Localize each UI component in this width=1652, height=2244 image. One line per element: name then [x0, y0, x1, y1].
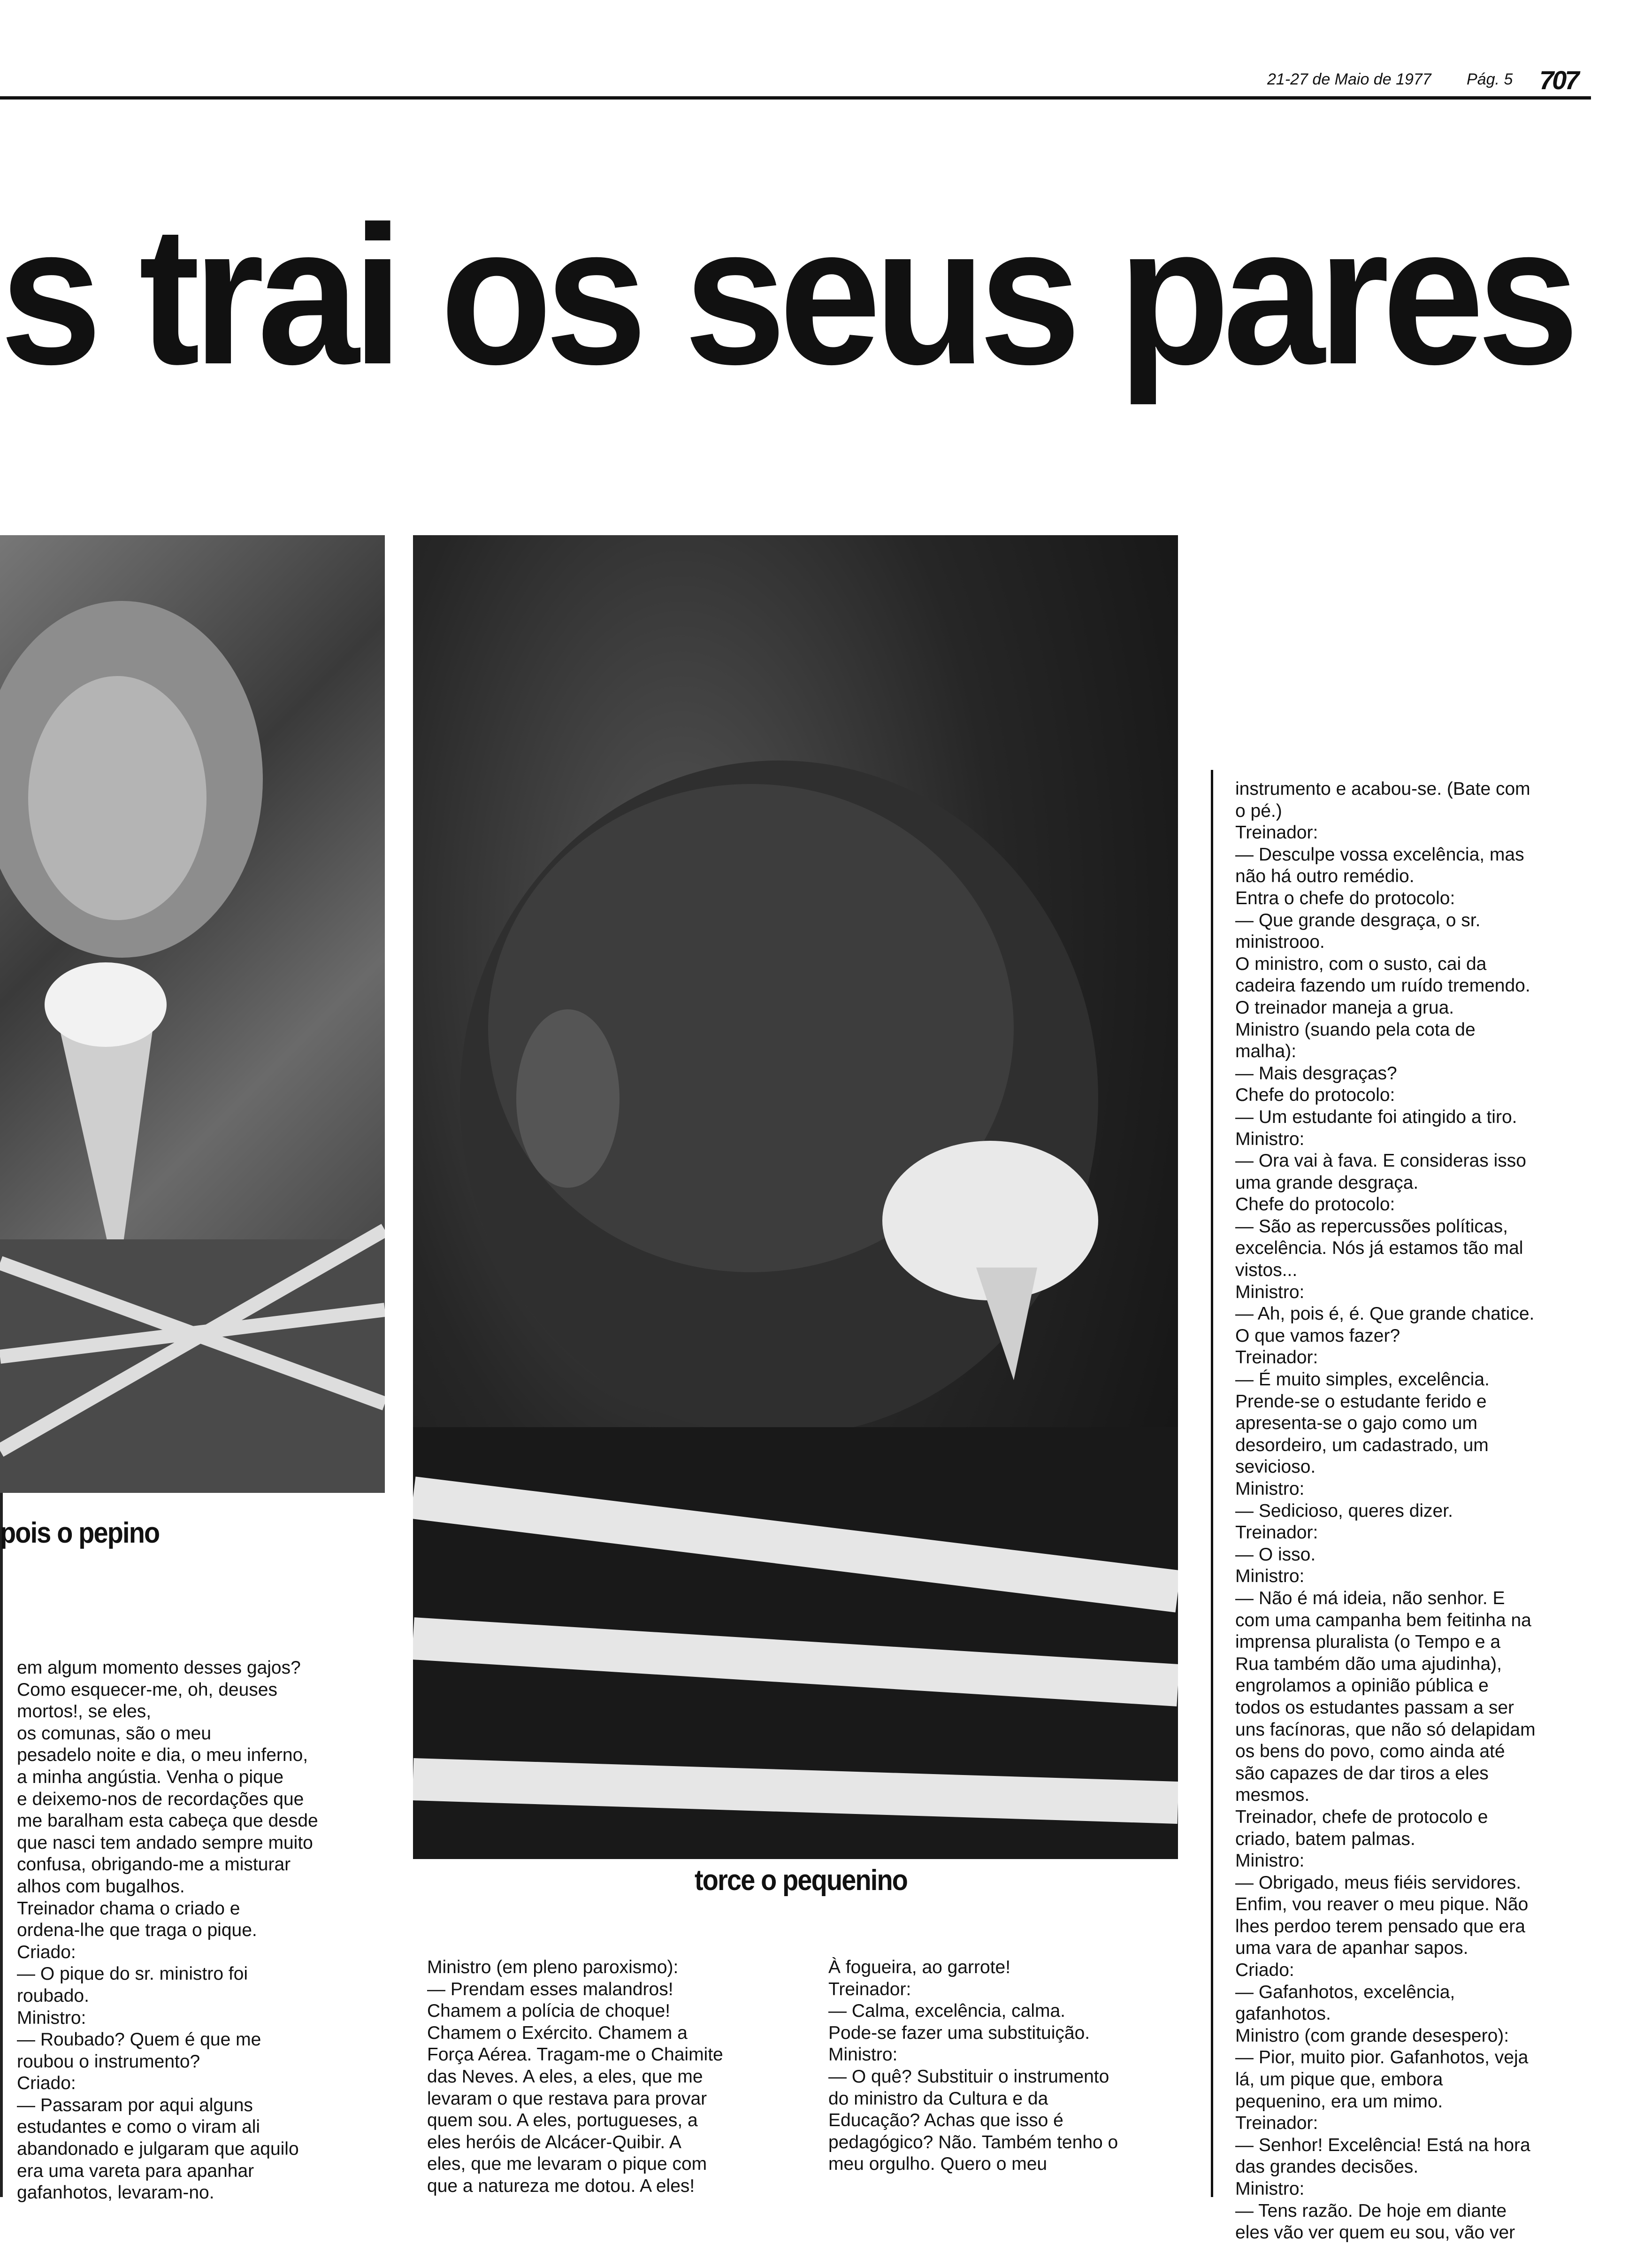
text-line: os bens do povo, como ainda até [1235, 1741, 1505, 1762]
text-line: — Pior, muito pior. Gafanhotos, veja [1235, 2047, 1529, 2068]
text-line: — É muito simples, excelência. [1235, 1369, 1490, 1390]
text-line: Criado: [1235, 1960, 1294, 1981]
text-column-right [1235, 778, 1536, 2244]
photo-girl-ice-cream-icon [0, 535, 385, 1493]
text-line: Ministro: [17, 2007, 86, 2028]
text-line: O que vamos fazer? [1235, 1325, 1400, 1346]
text-line: — Gafanhotos, excelência, [1235, 1982, 1455, 2002]
text-line: uma grande desgraça. [1235, 1172, 1419, 1193]
text-line: — São as repercussões políticas, [1235, 1216, 1508, 1237]
text-line: mesmos. [1235, 1785, 1310, 1806]
text-line: pequenino, era um mimo. [1235, 2091, 1443, 2112]
text-line: — Passaram por aqui alguns [17, 2095, 253, 2115]
text-line: Educação? Achas que isso é [828, 2110, 1063, 2131]
text-line: — O quê? Substituir o instrumento [828, 2066, 1109, 2087]
text-line: gafanhotos, levaram-no. [17, 2183, 214, 2203]
issue-date: 21-27 de Maio de 1977 [1267, 70, 1431, 88]
text-line: Chamem a polícia de choque! [427, 2001, 671, 2021]
text-line: — Senhor! Excelência! Está na hora [1235, 2135, 1530, 2155]
text-line: desordeiro, um cadastrado, um [1235, 1435, 1489, 1455]
text-line: do ministro da Cultura e da [828, 2088, 1048, 2109]
text-line: os comunas, são o meu [17, 1723, 212, 1744]
text-line: em algum momento desses gajos? [17, 1658, 301, 1678]
text-line: Ministro: [1235, 1479, 1305, 1499]
text-line: Treinador: [1235, 2113, 1318, 2134]
text-line: Ministro (em pleno paroxismo): [427, 1957, 679, 1977]
text-line: uma vara de apanhar sapos. [1235, 1938, 1468, 1959]
text-line: quem sou. A eles, portugueses, a [427, 2110, 698, 2131]
photo-caption-right: torce o pequenino [695, 1864, 908, 1897]
header-rule [0, 96, 1591, 100]
page-number: Pág. 5 [1467, 70, 1513, 88]
text-line: a minha angústia. Venha o pique [17, 1767, 284, 1787]
text-line: Treinador: [1235, 822, 1318, 843]
text-line: Ministro (com grande desespero): [1235, 2025, 1509, 2046]
text-line: Ministro (suando pela cota de [1235, 1019, 1476, 1040]
text-line: confusa, obrigando-me a misturar [17, 1854, 291, 1875]
text-line: Pode-se fazer uma substituição. [828, 2022, 1090, 2043]
text-column-middle-1 [427, 1957, 723, 2198]
text-line: Treinador: [1235, 1522, 1318, 1543]
text-line: abandonado e julgaram que aquilo [17, 2139, 299, 2159]
text-line: o pé.) [1235, 800, 1282, 821]
text-line: — Ora vai à fava. E consideras isso [1235, 1151, 1526, 1171]
text-line: pesadelo noite e dia, o meu inferno, [17, 1745, 308, 1766]
photo-right [413, 535, 1178, 1859]
text-line: — Desculpe vossa excelência, mas [1235, 844, 1524, 865]
text-line: Entra o chefe do protocolo: [1235, 888, 1455, 908]
text-line: era uma vareta para apanhar [17, 2160, 254, 2181]
text-line: engrolamos a opinião pública e [1235, 1675, 1489, 1696]
text-line: ministrooo. [1235, 932, 1325, 953]
text-line: eles vão ver quem eu sou, vão ver [1235, 2222, 1515, 2243]
text-line: com uma campanha bem feitinha na [1235, 1610, 1531, 1630]
text-line: Prende-se o estudante ferido e [1235, 1391, 1487, 1412]
text-line: Chefe do protocolo: [1235, 1194, 1395, 1215]
text-line: eles, que me levaram o pique com [427, 2154, 707, 2175]
text-line: apresenta-se o gajo como um [1235, 1413, 1477, 1434]
text-line: cadeira fazendo um ruído tremendo. [1235, 976, 1530, 996]
text-line: Rua também dão uma ajudinha), [1235, 1653, 1502, 1674]
text-line: — O isso. [1235, 1544, 1316, 1565]
text-line: Ministro: [828, 2044, 898, 2065]
text-line: que nasci tem andado sempre muito [17, 1832, 313, 1853]
text-line: — Um estudante foi atingido a tiro. [1235, 1107, 1517, 1127]
text-line: não há outro remédio. [1235, 866, 1415, 887]
text-line: — Tens razão. De hoje em diante [1235, 2200, 1507, 2221]
text-line: lá, um pique que, embora [1235, 2069, 1443, 2090]
text-line: — Que grande desgraça, o sr. [1235, 910, 1481, 930]
text-line: — Calma, excelência, calma. [828, 2001, 1066, 2021]
text-line: Ministro: [1235, 1282, 1305, 1302]
text-line: uns facínoras, que não só delapidam [1235, 1719, 1536, 1740]
text-line: Treinador, chefe de protocolo e [1235, 1806, 1488, 1827]
text-line: — Ah, pois é, é. Que grande chatice. [1235, 1304, 1535, 1324]
text-line: — Sedicioso, queres dizer. [1235, 1500, 1453, 1521]
text-line: vistos... [1235, 1260, 1298, 1281]
text-line: — Não é má ideia, não senhor. E [1235, 1588, 1505, 1608]
text-line: gafanhotos. [1235, 2004, 1331, 2024]
text-line: das grandes decisões. [1235, 2157, 1419, 2177]
text-line: Força Aérea. Tragam-me o Chaimite [427, 2044, 723, 2065]
text-line: eles heróis de Alcácer-Quibir. A [427, 2132, 681, 2152]
text-line: criado, batem palmas. [1235, 1829, 1415, 1849]
text-line: que a natureza me dotou. A eles! [427, 2175, 695, 2196]
text-line: e deixemo-nos de recordações que [17, 1789, 304, 1809]
text-line: Enfim, vou reaver o meu pique. Não [1235, 1894, 1529, 1915]
text-line: imprensa pluralista (o Tempo e a [1235, 1632, 1501, 1652]
text-line: Chefe do protocolo: [1235, 1085, 1395, 1106]
text-line: Como esquecer-me, oh, deuses [17, 1679, 277, 1700]
publication-logo: 707 [1539, 65, 1578, 95]
text-column-middle-2 [828, 1957, 1118, 2175]
text-line: Ministro: [1235, 1129, 1305, 1149]
text-line: — Roubado? Quem é que me [17, 2029, 261, 2050]
text-line: são capazes de dar tiros a eles [1235, 1763, 1489, 1783]
photo-boy-ice-cream-icon [413, 535, 1178, 1859]
text-line: Criado: [17, 2073, 76, 2094]
column-rule [1211, 770, 1213, 2197]
text-line: ordena-lhe que traga o pique. [17, 1920, 257, 1941]
text-line: — Mais desgraças? [1235, 1063, 1397, 1084]
text-line: meu orgulho. Quero o meu [828, 2154, 1048, 2175]
text-line: Ministro: [1235, 1851, 1305, 1871]
text-line: Ministro: [1235, 2179, 1305, 2199]
text-line: lhes perdoo terem pensado que era [1235, 1916, 1525, 1937]
text-line: roubou o instrumento? [17, 2051, 200, 2072]
text-column-left [17, 1657, 318, 2204]
text-line: — Prendam esses malandros! [427, 1979, 673, 1999]
text-line: das Neves. A eles, a eles, que me [427, 2066, 703, 2087]
text-line: — O pique do sr. ministro foi [17, 1964, 248, 1984]
text-line: À fogueira, ao garrote! [828, 1957, 1011, 1977]
photo-left [0, 535, 385, 1493]
text-line: Ministro: [1235, 1566, 1305, 1587]
text-line: mortos!, se eles, [17, 1701, 152, 1722]
text-line: excelência. Nós já estamos tão mal [1235, 1238, 1523, 1259]
text-line: todos os estudantes passam a ser [1235, 1697, 1514, 1718]
text-line: roubado. [17, 1985, 89, 2006]
text-line: O treinador maneja a grua. [1235, 997, 1454, 1018]
text-line: Treinador: [1235, 1347, 1318, 1368]
text-line: instrumento e acabou-se. (Bate com [1235, 779, 1530, 799]
text-line: Criado: [17, 1942, 76, 1962]
text-line: — Obrigado, meus fiéis servidores. [1235, 1872, 1522, 1893]
headline: s trai os seus pares [0, 185, 1572, 406]
text-line: malha): [1235, 1041, 1297, 1062]
text-line: levaram o que restava para provar [427, 2088, 707, 2109]
text-line: O ministro, com o susto, cai da [1235, 953, 1487, 974]
text-line: pedagógico? Não. Também tenho o [828, 2132, 1118, 2152]
text-line: sevicioso. [1235, 1457, 1316, 1477]
text-line: alhos com bugalhos. [17, 1876, 185, 1897]
photo-caption-left: pois o pepino [0, 1517, 160, 1549]
text-line: Treinador chama o criado e [17, 1898, 240, 1919]
text-line: Chamem o Exército. Chamem a [427, 2022, 688, 2043]
text-line: me baralham esta cabeça que desde [17, 1811, 318, 1831]
text-line: estudantes e como o viram ali [17, 2117, 260, 2137]
text-line: Treinador: [828, 1979, 911, 1999]
